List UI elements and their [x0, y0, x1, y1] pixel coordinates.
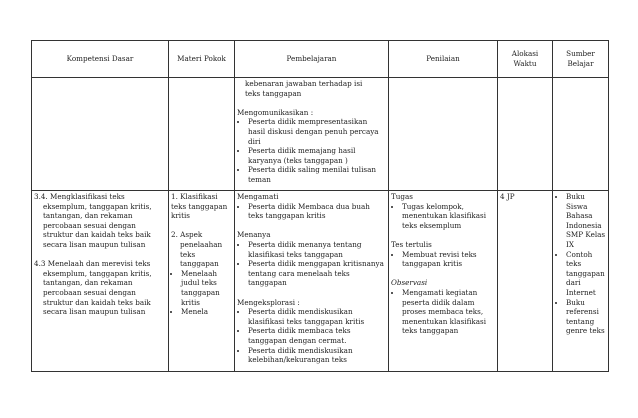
assessment-list	[391, 202, 495, 231]
kd-item: 4.3 Menelaah dan merevisi teks eksemplum, tanggapan kritis, tantangan, dan rekaman percobaan sesuai dengan struktur dan kaidah teks baik secara lisan maupun tulisan	[34, 259, 152, 317]
cell-materi-empty	[169, 78, 235, 191]
list-item: • Contoh teks tanggapan dari Internet	[566, 250, 606, 298]
table-row	[32, 78, 609, 191]
list-item: • Menelaah judul teks tanggapan kritis	[181, 269, 232, 307]
list-item: • Tugas kelompok, menentukan klasifikasi teks eksemplum	[402, 202, 495, 231]
source-list	[555, 192, 606, 336]
assessment-heading: Observasi	[391, 278, 428, 288]
assessment-list	[391, 288, 495, 336]
activity-heading: Menanya	[237, 230, 271, 240]
header-penilaian: Penilaian	[389, 41, 498, 78]
kd-item: 3.4. Mengklasifikasi teks eksemplum, tanggapan kritis, tantangan, dan rekaman percobaan sesuai dengan struktur dan kaidah teks baik secara lisan maupun tulisan	[34, 192, 152, 249]
activity-list	[237, 240, 386, 288]
list-item: • Peserta didik menggapan kritisnanya tentang cara menelaah teks tanggapan	[248, 259, 386, 288]
activity-list	[237, 202, 386, 221]
list-item: • Buku Siswa Bahasa Indonesia SMP Kelas IX	[566, 192, 606, 250]
activity-list	[237, 117, 386, 184]
header-materi-pokok: Materi Pokok	[169, 41, 235, 78]
list-item: • Peserta didik mendiskusikan kelebihan/kekurangan teks	[248, 346, 386, 365]
list-item: • Peserta didik saling menilai tulisan teman	[248, 165, 386, 184]
cell-kd-empty	[32, 78, 169, 191]
header-sumber-belajar: Sumber Belajar	[553, 41, 609, 78]
activity-heading: Mengeksplorasi :	[237, 297, 300, 307]
continued-text-line: teks tanggapan	[245, 88, 302, 98]
materi-item: 2. Aspek penelaahan teks tanggapan	[171, 230, 223, 269]
materi-item: 1. Klasifikasi teks tanggapan kritis	[171, 192, 228, 221]
list-item: • Peserta didik mendiskusikan klasifikasi teks tanggapan kritis	[248, 307, 386, 326]
activity-heading: Mengomunikasikan :	[237, 107, 314, 117]
table-row	[32, 191, 609, 372]
list-item: • Mengamati kegiatan peserta didik dalam proses membaca teks, menentukan klasifikasi teks tanggapan	[402, 288, 495, 336]
assessment-list	[391, 250, 495, 269]
materi-sublist	[171, 269, 232, 317]
header-kompetensi-dasar: Kompetensi Dasar	[32, 41, 169, 78]
list-item: • Peserta didik membaca teks tanggapan dengan cermat.	[248, 326, 386, 345]
list-item: • Buku referensi tentang genre teks	[566, 298, 606, 336]
assessment-heading: Tugas	[391, 192, 413, 201]
continued-text-line: kebenaran jawaban terhadap isi	[245, 79, 363, 88]
cell-penilaian-empty	[389, 78, 498, 191]
header-alokasi-waktu: Alokasi Waktu	[498, 41, 553, 78]
cell-sumber-belajar	[553, 191, 609, 372]
cell-pembelajaran	[235, 78, 389, 191]
header-row	[32, 41, 609, 78]
list-item: • Peserta didik mempresentasikan hasil diskusi dengan penuh percaya diri	[248, 117, 386, 146]
cell-penilaian	[389, 191, 498, 372]
list-item: • Peserta didik menanya tentang klasifikasi teks tanggapan	[248, 240, 386, 259]
assessment-heading: Tes tertulis	[391, 239, 432, 249]
list-item: • Menela	[181, 307, 232, 317]
list-item: • Membuat revisi teks tanggapan kritis	[402, 250, 495, 269]
activity-heading: Mengamati	[237, 192, 279, 201]
list-item: • Peserta didik Membaca dua buah teks tanggapan kritis	[248, 202, 386, 221]
cell-materi-pokok	[169, 191, 235, 372]
cell-alokasi-empty	[498, 78, 553, 191]
list-item: • Peserta didik memajang hasil karyanya (teks tanggapan )	[248, 146, 386, 165]
activity-list	[237, 307, 386, 365]
cell-alokasi-waktu: 4 JP	[498, 191, 553, 372]
header-pembelajaran: Pembelajaran	[235, 41, 389, 78]
cell-kompetensi-dasar	[32, 191, 169, 372]
cell-sumber-empty	[553, 78, 609, 191]
rpp-table	[31, 40, 609, 372]
cell-pembelajaran	[235, 191, 389, 372]
